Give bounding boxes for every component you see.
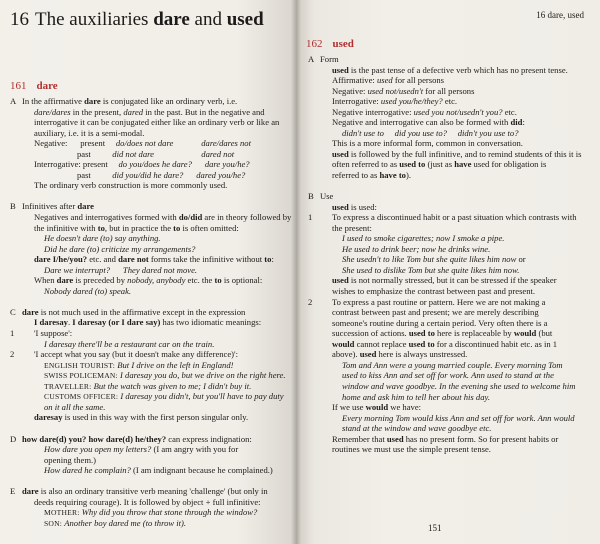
- text-line: [308, 212, 596, 223]
- text-line: [308, 360, 596, 371]
- item-label: A: [10, 96, 17, 106]
- line-text: often referred to as used to (just as have used for obligation is: [332, 159, 547, 170]
- line-text: Tom and Ann were a young married couple. Every morning Tom: [342, 359, 563, 370]
- line-text: I used to smoke cigarettes; now I smoke a pipe.: [342, 233, 505, 244]
- line-text: contrast between past and present; we are merely describing: [332, 307, 539, 318]
- line-text: How dare you open my letters? (I am angry with you for: [44, 444, 239, 455]
- text-line: [10, 360, 294, 371]
- section-162-heading: [306, 38, 354, 51]
- line-text: CUSTOMS OFFICER: I daresay you didn't, but you'll have to pay duty: [44, 391, 284, 402]
- line-text: When dare is preceded by nobody, anybody etc. the to is optional:: [34, 275, 263, 286]
- text-line: [308, 339, 596, 350]
- text-line: [308, 286, 596, 297]
- line-text: ENGLISH TOURIST: But I drive on the left in England!: [44, 359, 234, 370]
- text-line: [308, 244, 596, 255]
- text-line: [308, 54, 596, 65]
- right-page: [296, 0, 600, 544]
- section-161-number: 161: [10, 80, 27, 92]
- line-text: Form: [320, 54, 339, 64]
- item-label: E: [10, 486, 16, 497]
- text-line: [10, 159, 294, 170]
- text-line: [308, 392, 596, 403]
- text-line: [308, 75, 596, 86]
- text-line: [10, 507, 294, 518]
- item-label: C: [10, 306, 16, 317]
- text-line: [308, 381, 596, 392]
- line-text: Use: [320, 191, 334, 202]
- line-text: would cannot replace used to for a discontinued habit etc. as in 1: [332, 338, 558, 349]
- line-text: past did not dare dared not: [34, 148, 235, 159]
- line-text: SWISS POLICEMAN: I daresay you do, but we drive on the right here.: [44, 370, 286, 381]
- line-text: TRAVELLER: But the watch was given to me; I didn't buy it.: [44, 380, 252, 391]
- line-text: 'I accept what you say (but it doesn't make any difference)':: [34, 349, 238, 360]
- line-text: used is followed by the full infinitive, and to remind students of this it is: [332, 148, 582, 159]
- line-text: If we use would we have:: [332, 402, 422, 413]
- text-line: [10, 423, 294, 434]
- line-text: SON: Another boy dared me (to throw it).: [44, 517, 187, 528]
- text-line: [10, 233, 294, 244]
- text-line: [308, 223, 596, 234]
- section-161-heading: [10, 80, 58, 93]
- line-text: MOTHER: Why did you throw that stone through the window?: [44, 507, 258, 518]
- text-line: [10, 434, 294, 445]
- text-line: [308, 128, 596, 139]
- line-text: dare is not much used in the affirmative except in the expression: [22, 306, 246, 317]
- text-line: [308, 170, 596, 181]
- text-line: [308, 307, 596, 318]
- line-text: didn't use to did you use to? didn't you use to?: [342, 127, 519, 138]
- line-text: Remember that used has no present form. So for present habits or: [332, 433, 559, 444]
- line-text: Nobody dared (to) speak.: [44, 285, 132, 296]
- text-line: [10, 339, 294, 350]
- line-text: above). used here is always unstressed.: [332, 349, 468, 360]
- text-line: [10, 497, 294, 508]
- item-label: 1: [10, 328, 15, 339]
- text-line: [10, 117, 294, 128]
- line-text: dare I/he/you? etc. and dare not forms take the infinitive without to:: [34, 254, 274, 265]
- line-text: past did you/did he dare? dared you/he?: [34, 169, 246, 180]
- line-text: Negative interrogative: used you not/usedn't you? etc.: [332, 106, 517, 117]
- line-text: The ordinary verb construction is more commonly used.: [34, 180, 228, 191]
- text-line: [10, 191, 294, 202]
- line-text: In the affirmative dare is conjugated like an ordinary verb, i.e.: [22, 96, 238, 106]
- text-line: [10, 275, 294, 286]
- text-line: [10, 254, 294, 265]
- text-line: [10, 223, 294, 234]
- text-line: [308, 370, 596, 381]
- text-line: [10, 317, 294, 328]
- chapter-number: 16: [10, 9, 29, 30]
- line-text: He used to drink beer; now he drinks wine.: [342, 243, 491, 254]
- right-body-text: [308, 54, 596, 455]
- text-line: [10, 128, 294, 139]
- line-text: someone's routine during a certain period. Very often there is a: [332, 317, 548, 328]
- line-text: To express a past routine or pattern. Here we are not making a: [332, 296, 546, 307]
- chapter-title-dare: dare: [153, 9, 190, 30]
- text-line: [308, 202, 596, 213]
- section-162-title: used: [332, 38, 354, 50]
- item-label: B: [10, 201, 16, 212]
- line-text: Infinitives after dare: [22, 201, 94, 212]
- line-text: auxiliary, i.e. it is a semi-modal.: [34, 127, 145, 138]
- text-line: [308, 434, 596, 445]
- text-line: [10, 96, 294, 107]
- line-text: [22, 191, 24, 201]
- text-line: [308, 444, 596, 455]
- text-line: [308, 149, 596, 160]
- line-text: [22, 423, 24, 433]
- text-line: [308, 181, 596, 192]
- line-text: She usedn't to like Tom but she quite likes him now or: [342, 254, 526, 265]
- text-line: [308, 413, 596, 424]
- book-gutter: [291, 0, 301, 544]
- page-number: 151: [428, 523, 442, 533]
- text-line: [10, 328, 294, 339]
- line-text: dare/dares in the present, dared in the past. But in the negative and: [34, 106, 265, 117]
- line-text: the infinitive with to, but in practice the to is often omitted:: [34, 222, 239, 233]
- chapter-title-and: and: [189, 9, 227, 30]
- text-line: [10, 518, 294, 529]
- line-text: dare is also an ordinary transitive verb meaning 'challenge' (but only in: [22, 486, 268, 497]
- text-line: [10, 465, 294, 476]
- line-text: opening them.): [44, 454, 97, 465]
- line-text: Dare we interrupt? They dared not move.: [44, 264, 198, 275]
- line-text: Interrogative: present do you/does he dare? dare you/he?: [34, 159, 250, 170]
- line-text: Negative and interrogative can also be formed with did:: [332, 117, 525, 128]
- line-text: daresay is used in this way with the first person singular only.: [34, 412, 249, 423]
- text-line: [308, 275, 596, 286]
- text-line: [10, 170, 294, 181]
- text-line: [10, 296, 294, 307]
- text-line: [308, 159, 596, 170]
- text-line: [308, 233, 596, 244]
- line-text: on it all the same.: [44, 401, 106, 412]
- line-text: deeds requiring courage). It is followed by object + full infinitive:: [34, 496, 261, 507]
- line-text: routines we must use the simple present tense.: [332, 444, 491, 455]
- line-text: how dare(d) you? how dare(d) he/they? can express indignation:: [22, 433, 252, 444]
- text-line: [308, 86, 596, 97]
- text-line: [10, 107, 294, 118]
- text-line: [10, 486, 294, 497]
- line-text: stand at the window and wave goodbye etc.: [342, 423, 492, 434]
- chapter-title-prefix: The auxiliaries: [35, 9, 154, 30]
- text-line: [308, 318, 596, 329]
- text-line: [308, 96, 596, 107]
- line-text: Affirmative: used for all persons: [332, 75, 445, 86]
- item-label: D: [10, 433, 17, 444]
- line-text: the present:: [332, 222, 372, 233]
- running-head: 16 dare, used: [536, 10, 584, 20]
- text-line: [10, 149, 294, 160]
- text-line: [10, 201, 294, 212]
- left-page: [0, 0, 296, 544]
- left-body-text: [10, 96, 294, 528]
- line-text: used to kiss Ann and set off for work. Ann used to stand at the: [342, 370, 554, 381]
- text-line: [10, 138, 294, 149]
- line-text: He doesn't dare (to) say anything.: [44, 233, 161, 244]
- text-line: [308, 423, 596, 434]
- text-line: [10, 476, 294, 487]
- line-text: home and ask him to tell her about his day.: [342, 391, 490, 402]
- line-text: [320, 181, 322, 191]
- line-text: Negative: used not/usedn't for all persons: [332, 85, 475, 96]
- section-161-title: dare: [36, 80, 58, 92]
- line-text: used is not normally stressed, but it can be stressed if the speaker: [332, 275, 557, 286]
- text-line: [10, 444, 294, 455]
- text-line: [10, 455, 294, 466]
- item-label: 2: [10, 349, 15, 360]
- text-line: [10, 381, 294, 392]
- line-text: She used to dislike Tom but she quite likes him now.: [342, 264, 520, 275]
- line-text: I daresay there'll be a restaurant car on the train.: [44, 338, 215, 349]
- line-text: Negatives and interrogatives formed with do/did are in theory followed by: [34, 212, 292, 223]
- text-line: [10, 370, 294, 381]
- text-line: [10, 180, 294, 191]
- chapter-title: [10, 8, 264, 32]
- chapter-title-used: used: [226, 9, 264, 30]
- text-line: [308, 191, 596, 202]
- line-text: succession of actions. used to here is replaceable by would (but: [332, 328, 553, 339]
- line-text: wishes to emphasize the contrast between past and present.: [332, 286, 536, 297]
- line-text: [22, 296, 24, 306]
- line-text: window and wave goodbye. In the evening she used to welcome him: [342, 380, 576, 391]
- line-text: I daresay. I daresay (or I dare say) has two idiomatic meanings:: [34, 317, 262, 328]
- line-text: To express a discontinued habit or a past situation which contrasts with: [332, 212, 577, 223]
- item-label: A: [308, 54, 315, 64]
- line-text: Interrogative: used you/he/they? etc.: [332, 96, 458, 107]
- line-text: Every morning Tom would kiss Ann and set off for work. Ann would: [342, 412, 575, 423]
- text-line: [10, 212, 294, 223]
- text-line: [308, 297, 596, 308]
- text-line: [10, 307, 294, 318]
- line-text: Negative: present do/does not dare dare/dares not: [34, 138, 251, 149]
- text-line: [10, 391, 294, 402]
- item-label: 2: [308, 296, 313, 307]
- text-line: [308, 328, 596, 339]
- line-text: used is used:: [332, 201, 377, 212]
- text-line: [308, 138, 596, 149]
- line-text: [22, 476, 24, 486]
- text-line: [10, 349, 294, 360]
- text-line: [308, 402, 596, 413]
- line-text: interrogative it can be conjugated either like an ordinary verb or like an: [34, 117, 280, 128]
- line-text: used is the past tense of a defective verb which has no present tense.: [332, 64, 568, 75]
- text-line: [308, 349, 596, 360]
- line-text: referred to as have to).: [332, 170, 411, 181]
- text-line: [10, 286, 294, 297]
- text-line: [308, 65, 596, 76]
- text-line: [10, 244, 294, 255]
- item-label: 1: [308, 212, 313, 223]
- text-line: [308, 254, 596, 265]
- line-text: Did he dare (to) criticize my arrangements?: [44, 243, 196, 254]
- text-line: [10, 412, 294, 423]
- text-line: [10, 402, 294, 413]
- item-label: B: [308, 191, 314, 202]
- text-line: [308, 117, 596, 128]
- text-line: [308, 265, 596, 276]
- line-text: How dared he complain? (I am indignant because he complained.): [44, 465, 273, 476]
- text-line: [308, 107, 596, 118]
- section-162-number: 162: [306, 38, 323, 50]
- line-text: This is a more informal form, common in conversation.: [332, 138, 523, 149]
- text-line: [10, 265, 294, 276]
- line-text: 'I suppose':: [34, 328, 73, 339]
